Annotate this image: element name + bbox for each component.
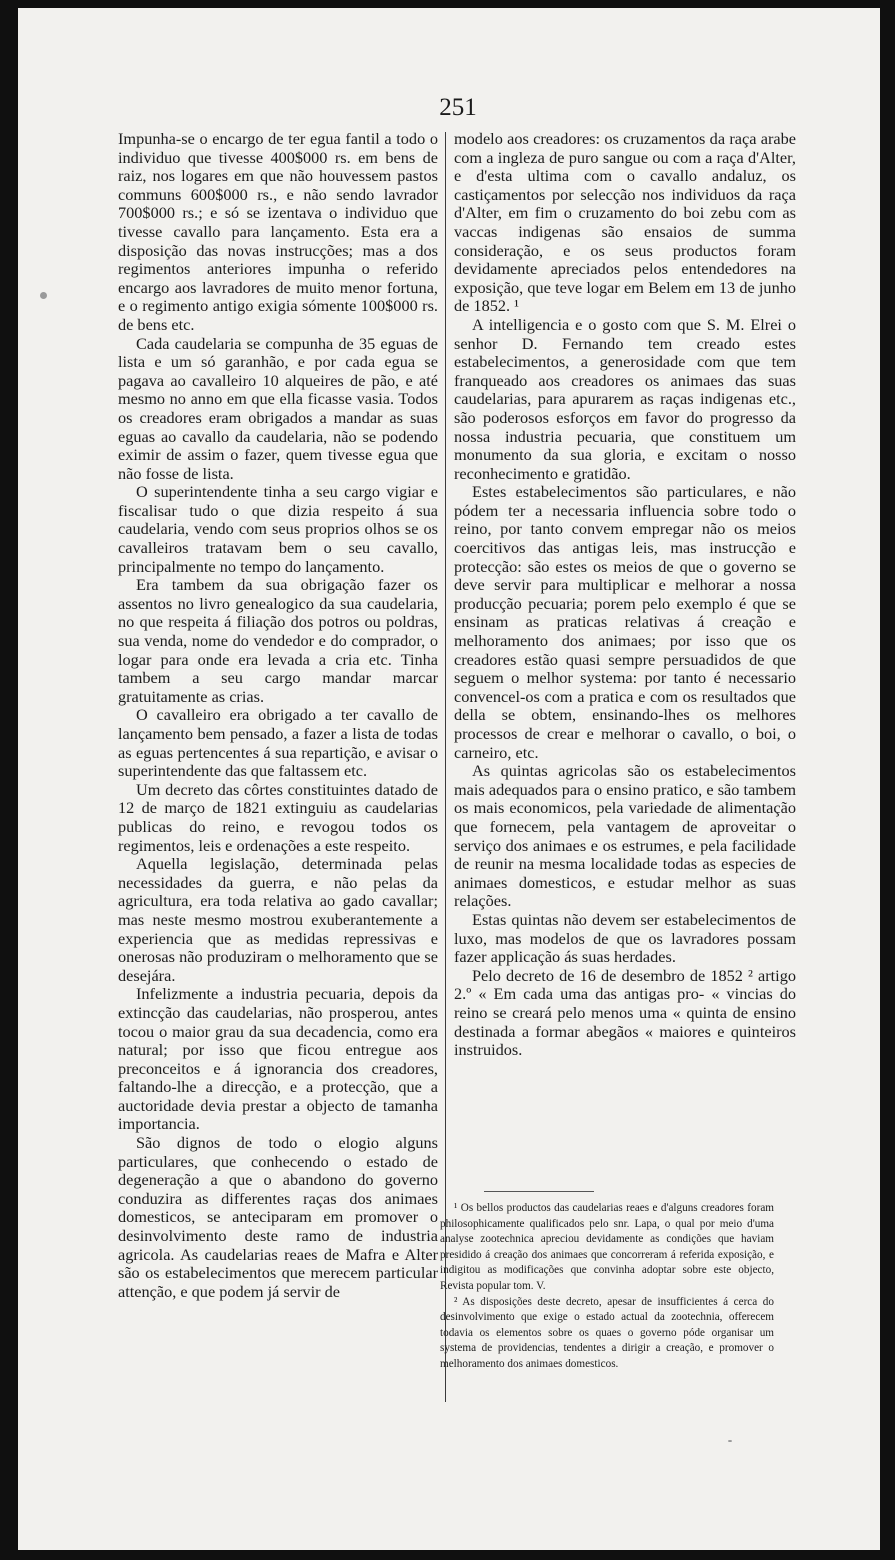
paragraph: São dignos de todo o elogio alguns particulares, que conhecendo o estado de degeneração a que o abandono do governo conduzira as differentes raças dos animaes domesticos, se anteciparam em promover o desinvolvimento deste ramo de industria agricola. As caudelarias reaes de Mafra e Alter são os estabelecimentos que merecem particular attenção, e que podem já servir de <box>118 1133 438 1301</box>
paragraph: Infelizmente a industria pecuaria, depois da extincção das caudelarias, não prosperou, antes tocou o maior grau da sua decadencia, como era natural; por isso que ficou entregue aos preconceitos e á ignorancia dos creadores, faltando-lhe a direcção, e a protecção, que a auctoridade devia prestar a objecto de tamanha importancia. <box>118 984 438 1134</box>
paragraph: As quintas agricolas são os estabelecimentos mais adequados para o ensino pratico, e são tambem os mais economicos, pela variedade de alimentação que fornecem, pela vantagem de aproveitar o serviço dos animaes e os estrumes, e pela facilidade de reunir na mesma localidade todas as especies de animaes domesticos, e estudar melhor as suas relações. <box>454 761 796 911</box>
footnotes <box>440 1201 774 1373</box>
paragraph: Estas quintas não devem ser estabelecimentos de luxo, mas modelos de que os lavradores possam fazer applicação ás suas herdades. <box>454 909 796 967</box>
paragraph: A intelligencia e o gosto com que S. M. Elrei o senhor D. Fernando tem creado estes estabelecimentos, a generosidade com que tem franqueado aos creadores os animaes das suas caudelarias, para apurarem as raças indigenas etc., são poderosos esforços em favor do progresso da nossa industria pecuaria, que constituem um monumento da sua gloria, e excitam o nosso reconhecimento e gratidão. <box>454 314 796 483</box>
left-column <box>118 130 438 1301</box>
book-page <box>18 8 880 1550</box>
paragraph: Aquella legislação, determinada pelas necessidades da guerra, e não pelas da agricultura, era toda relativa ao gado cavallar; mas neste mesmo mostrou exuberantemente a experiencia que as medidas repressivas e onerosas não produziram o melhoramento que se desejára. <box>118 854 438 985</box>
footnote: ² As disposições deste decreto, apesar de insufficientes á cerca do desinvolvimento que exige o estado actual da zootechnia, offerecem todavia os elementos sobre os quaes o governo póde organisar um systema de providencias, tendentes a dirigir a creação, e promover o melhoramento dos animaes domesticos. <box>440 1295 774 1370</box>
paragraph: Era tambem da sua obrigação fazer os assentos no livro genealogico da sua caudelaria, no que respeita á filiação dos potros ou poldras, sua venda, nome do vendedor e do comprador, o logar para onde era levada a cria etc. Tinha tambem a seu cargo mandar marcar gratuitamente as crias. <box>118 575 438 706</box>
paper-speck <box>728 1440 732 1442</box>
paper-speck <box>40 292 47 299</box>
page-number: 251 <box>439 94 477 121</box>
paragraph: Um decreto das côrtes constituintes datado de 12 de março de 1821 extinguiu as caudelarias publicas do reino, e revogou todos os regimentos, leis e ordenações a este respeito. <box>118 779 438 855</box>
footnote: ¹ Os bellos productos das caudelarias reaes e d'alguns creadores foram philosophicamente qualificados pelo snr. Lapa, o qual por meio d'uma analyse zootechnica apreciou devidamente as condições que haviam presidido á creação dos animaes que concorreram á referida exposição, e indigitou as modificações que convinha adoptar sobre este objecto, Revista popular tom. V. <box>440 1202 774 1292</box>
paragraph: Impunha-se o encargo de ter egua fantil a todo o individuo que tivesse 400$000 rs. em bens de raiz, nos logares em que não houvessem pastos communs 600$000 rs., e não sendo lavrador 700$000 rs.; e só se izentava o individuo que tivesse cavallo para lançamento. Esta era a disposição das novas instrucções; mas a dos regimentos anteriores impunha o referido encargo aos lavradores de muito menor fortuna, e o regimento antigo exigia sómente 100$000 rs. de bens etc. <box>118 129 438 334</box>
paragraph: Estes estabelecimentos são particulares, e não pódem ter a necessaria influencia sobre todo o reino, por tanto convem empregar não os meios coercitivos das antigas leis, mas instrucção e protecção: são estes os meios de que o governo se deve servir para multiplicar e melhorar a nossa producção pecuaria; porem pelo exemplo é que se ensinam as praticas relativas á creação e melhoramento dos animaes; por isso que os creadores estão quasi sempre persuadidos de que seguem o melhor systema: por tanto é necessario convencel-os com a pratica e com os resultados que della se obtem, ensinando-lhes os melhores processos de crear e melhorar o cavallo, o boi, o carneiro, etc. <box>454 482 796 762</box>
right-column <box>454 130 796 1060</box>
paragraph: O superintendente tinha a seu cargo vigiar e fiscalisar tudo o que dizia respeito á sua caudelaria, vendo com seus proprios olhos se os cavalleiros tratavam bem o seu cavallo, principalmente no tempo do lançamento. <box>118 482 438 576</box>
paragraph: Cada caudelaria se compunha de 35 eguas de lista e um só garanhão, e por cada egua se pagava ao cavalleiro 10 alqueires de pão, e até mesmo no anno em que ella ficasse vasia. Todos os creadores eram obrigados a mandar as suas eguas ao cavallo da caudelaria, não se podendo eximir de assim o fazer, quem tivesse egua que não fosse de lista. <box>118 333 438 483</box>
paragraph: O cavalleiro era obrigado a ter cavallo de lançamento bem pensado, a fazer a lista de todas as eguas pertencentes á sua repartição, e avisar o superintendente das que faltassem etc. <box>118 705 438 781</box>
paragraph: modelo aos creadores: os cruzamentos da raça arabe com a ingleza de puro sangue ou com a raça d'Alter, e d'esta ultima com o cavallo andaluz, os castiçamentos por selecção nos individuos da raça d'Alter, em fim o cruzamento do boi zebu com as vaccas indigenas são ensaios de summa consideração, e os seus productos foram devidamente apreciados pelos entendedores na exposição, que teve logar em Belem em 13 de junho de 1852. ¹ <box>454 129 796 316</box>
paragraph: Pelo decreto de 16 de desembro de 1852 ² artigo 2.º « Em cada uma das antigas pro- « vincias do reino se creará pelo menos uma « quinta de ensino destinada a formar abegãos « maiores e quinteiros instruidos. <box>454 965 796 1060</box>
footnote-rule <box>484 1191 594 1192</box>
